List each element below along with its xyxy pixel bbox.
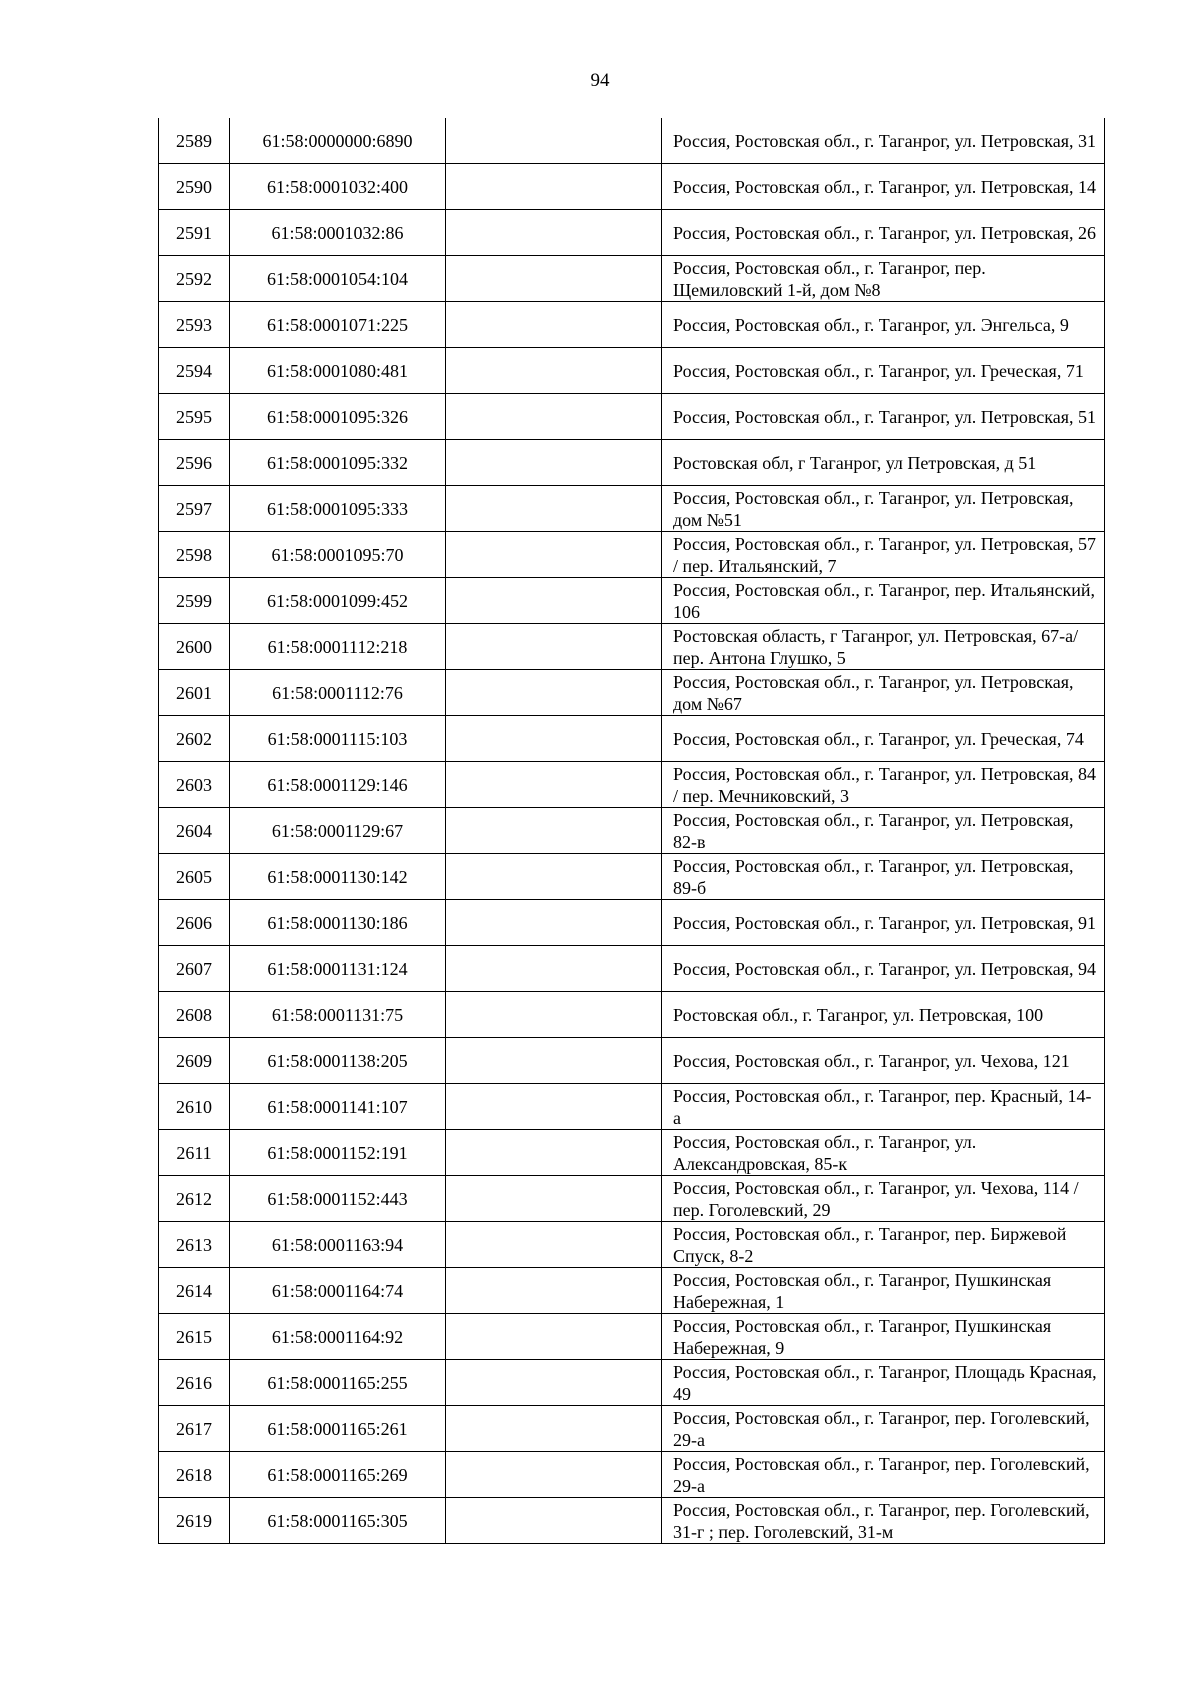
empty-cell xyxy=(446,946,662,992)
address: Россия, Ростовская обл., г. Таганрог, ул. Петровская, 57 / пер. Итальянский, 7 xyxy=(662,532,1105,578)
empty-cell xyxy=(446,486,662,532)
cadastral-number: 61:58:0001152:443 xyxy=(230,1176,446,1222)
cadastral-number: 61:58:0001112:218 xyxy=(230,624,446,670)
cadastral-number: 61:58:0001164:74 xyxy=(230,1268,446,1314)
table-row xyxy=(159,302,1105,348)
address: Россия, Ростовская обл., г. Таганрог, пер. Гоголевский, 29-а xyxy=(662,1452,1105,1498)
empty-cell xyxy=(446,1268,662,1314)
table-row xyxy=(159,624,1105,670)
address: Россия, Ростовская обл., г. Таганрог, ул. Петровская, 31 xyxy=(662,118,1105,164)
address: Россия, Ростовская обл., г. Таганрог, пер. Итальянский, 106 xyxy=(662,578,1105,624)
row-number: 2608 xyxy=(159,992,230,1038)
row-number: 2610 xyxy=(159,1084,230,1130)
address: Россия, Ростовская обл., г. Таганрог, Пушкинская Набережная, 9 xyxy=(662,1314,1105,1360)
row-number: 2599 xyxy=(159,578,230,624)
property-table xyxy=(158,118,1105,1544)
address: Россия, Ростовская обл., г. Таганрог, ул. Александровская, 85-к xyxy=(662,1130,1105,1176)
row-number: 2594 xyxy=(159,348,230,394)
address: Ростовская область, г Таганрог, ул. Петровская, 67-а/пер. Антона Глушко, 5 xyxy=(662,624,1105,670)
row-number: 2617 xyxy=(159,1406,230,1452)
cadastral-number: 61:58:0001141:107 xyxy=(230,1084,446,1130)
cadastral-number: 61:58:0001165:261 xyxy=(230,1406,446,1452)
row-number: 2589 xyxy=(159,118,230,164)
address: Россия, Ростовская обл., г. Таганрог, ул. Петровская, 82-в xyxy=(662,808,1105,854)
row-number: 2600 xyxy=(159,624,230,670)
table-row xyxy=(159,762,1105,808)
row-number: 2590 xyxy=(159,164,230,210)
table-row xyxy=(159,1360,1105,1406)
page-number: 94 xyxy=(590,70,610,91)
table-row xyxy=(159,440,1105,486)
table-row xyxy=(159,118,1105,164)
table-row xyxy=(159,1176,1105,1222)
table-row xyxy=(159,1038,1105,1084)
address: Ростовская обл., г. Таганрог, ул. Петровская, 100 xyxy=(662,992,1105,1038)
cadastral-number: 61:58:0001131:75 xyxy=(230,992,446,1038)
address: Россия, Ростовская обл., г. Таганрог, ул. Петровская, 84 / пер. Мечниковский, 3 xyxy=(662,762,1105,808)
cadastral-number: 61:58:0001032:400 xyxy=(230,164,446,210)
address: Россия, Ростовская обл., г. Таганрог, ул. Петровская, дом №67 xyxy=(662,670,1105,716)
empty-cell xyxy=(446,1406,662,1452)
empty-cell xyxy=(446,348,662,394)
empty-cell xyxy=(446,532,662,578)
empty-cell xyxy=(446,1130,662,1176)
address: Россия, Ростовская обл., г. Таганрог, пер. Красный, 14-а xyxy=(662,1084,1105,1130)
row-number: 2604 xyxy=(159,808,230,854)
empty-cell xyxy=(446,1498,662,1544)
cadastral-number: 61:58:0001071:225 xyxy=(230,302,446,348)
table-row xyxy=(159,992,1105,1038)
table-row xyxy=(159,164,1105,210)
empty-cell xyxy=(446,716,662,762)
table-row xyxy=(159,1268,1105,1314)
empty-cell xyxy=(446,394,662,440)
row-number: 2598 xyxy=(159,532,230,578)
address: Россия, Ростовская обл., г. Таганрог, ул. Греческая, 71 xyxy=(662,348,1105,394)
table-row xyxy=(159,256,1105,302)
cadastral-number: 61:58:0001095:333 xyxy=(230,486,446,532)
row-number: 2593 xyxy=(159,302,230,348)
cadastral-number: 61:58:0001130:186 xyxy=(230,900,446,946)
cadastral-number: 61:58:0001129:146 xyxy=(230,762,446,808)
row-number: 2616 xyxy=(159,1360,230,1406)
empty-cell xyxy=(446,670,662,716)
empty-cell xyxy=(446,900,662,946)
address: Россия, Ростовская обл., г. Таганрог, пер. Щемиловский 1-й, дом №8 xyxy=(662,256,1105,302)
row-number: 2602 xyxy=(159,716,230,762)
address: Россия, Ростовская обл., г. Таганрог, пер. Гоголевский, 29-а xyxy=(662,1406,1105,1452)
table-row xyxy=(159,486,1105,532)
cadastral-number: 61:58:0001130:142 xyxy=(230,854,446,900)
empty-cell xyxy=(446,992,662,1038)
cadastral-number: 61:58:0001165:269 xyxy=(230,1452,446,1498)
address: Россия, Ростовская обл., г. Таганрог, ул. Петровская, дом №51 xyxy=(662,486,1105,532)
address: Россия, Ростовская обл., г. Таганрог, ул. Греческая, 74 xyxy=(662,716,1105,762)
address: Россия, Ростовская обл., г. Таганрог, Пушкинская Набережная, 1 xyxy=(662,1268,1105,1314)
address: Россия, Ростовская обл., г. Таганрог, ул. Петровская, 14 xyxy=(662,164,1105,210)
empty-cell xyxy=(446,762,662,808)
cadastral-number: 61:58:0001131:124 xyxy=(230,946,446,992)
empty-cell xyxy=(446,578,662,624)
address: Россия, Ростовская обл., г. Таганрог, ул. Энгельса, 9 xyxy=(662,302,1105,348)
address: Россия, Ростовская обл., г. Таганрог, ул. Чехова, 121 xyxy=(662,1038,1105,1084)
table-row xyxy=(159,578,1105,624)
empty-cell xyxy=(446,302,662,348)
empty-cell xyxy=(446,1314,662,1360)
table-row xyxy=(159,946,1105,992)
empty-cell xyxy=(446,1038,662,1084)
table-row xyxy=(159,808,1105,854)
table-row xyxy=(159,1314,1105,1360)
row-number: 2597 xyxy=(159,486,230,532)
empty-cell xyxy=(446,164,662,210)
cadastral-number: 61:58:0001138:205 xyxy=(230,1038,446,1084)
table-row xyxy=(159,210,1105,256)
empty-cell xyxy=(446,118,662,164)
row-number: 2606 xyxy=(159,900,230,946)
empty-cell xyxy=(446,808,662,854)
empty-cell xyxy=(446,1452,662,1498)
row-number: 2619 xyxy=(159,1498,230,1544)
cadastral-number: 61:58:0001152:191 xyxy=(230,1130,446,1176)
table-row xyxy=(159,1498,1105,1544)
empty-cell xyxy=(446,1084,662,1130)
table-row xyxy=(159,670,1105,716)
table-row xyxy=(159,900,1105,946)
row-number: 2615 xyxy=(159,1314,230,1360)
table-row xyxy=(159,1406,1105,1452)
row-number: 2611 xyxy=(159,1130,230,1176)
row-number: 2601 xyxy=(159,670,230,716)
cadastral-number: 61:58:0001112:76 xyxy=(230,670,446,716)
table-row xyxy=(159,348,1105,394)
address: Россия, Ростовская обл., г. Таганрог, ул. Чехова, 114 / пер. Гоголевский, 29 xyxy=(662,1176,1105,1222)
row-number: 2613 xyxy=(159,1222,230,1268)
row-number: 2595 xyxy=(159,394,230,440)
cadastral-number: 61:58:0001095:326 xyxy=(230,394,446,440)
table-row xyxy=(159,1084,1105,1130)
cadastral-number: 61:58:0001163:94 xyxy=(230,1222,446,1268)
row-number: 2614 xyxy=(159,1268,230,1314)
row-number: 2618 xyxy=(159,1452,230,1498)
row-number: 2605 xyxy=(159,854,230,900)
cadastral-number: 61:58:0001165:305 xyxy=(230,1498,446,1544)
empty-cell xyxy=(446,1360,662,1406)
cadastral-number: 61:58:0001080:481 xyxy=(230,348,446,394)
table-row xyxy=(159,1452,1105,1498)
table-row xyxy=(159,716,1105,762)
cadastral-number: 61:58:0001095:70 xyxy=(230,532,446,578)
table-row xyxy=(159,1222,1105,1268)
table-body xyxy=(159,118,1105,1544)
row-number: 2612 xyxy=(159,1176,230,1222)
address: Россия, Ростовская обл., г. Таганрог, ул. Петровская, 26 xyxy=(662,210,1105,256)
empty-cell xyxy=(446,210,662,256)
row-number: 2603 xyxy=(159,762,230,808)
empty-cell xyxy=(446,854,662,900)
address: Россия, Ростовская обл., г. Таганрог, ул. Петровская, 89-б xyxy=(662,854,1105,900)
cadastral-number: 61:58:0001054:104 xyxy=(230,256,446,302)
empty-cell xyxy=(446,1222,662,1268)
row-number: 2607 xyxy=(159,946,230,992)
cadastral-number: 61:58:0001164:92 xyxy=(230,1314,446,1360)
row-number: 2592 xyxy=(159,256,230,302)
table-row xyxy=(159,854,1105,900)
cadastral-number: 61:58:0001165:255 xyxy=(230,1360,446,1406)
cadastral-number: 61:58:0001032:86 xyxy=(230,210,446,256)
cadastral-number: 61:58:0000000:6890 xyxy=(230,118,446,164)
empty-cell xyxy=(446,1176,662,1222)
cadastral-number: 61:58:0001129:67 xyxy=(230,808,446,854)
address: Россия, Ростовская обл., г. Таганрог, ул. Петровская, 94 xyxy=(662,946,1105,992)
address: Россия, Ростовская обл., г. Таганрог, Площадь Красная, 49 xyxy=(662,1360,1105,1406)
row-number: 2591 xyxy=(159,210,230,256)
cadastral-number: 61:58:0001115:103 xyxy=(230,716,446,762)
row-number: 2596 xyxy=(159,440,230,486)
empty-cell xyxy=(446,256,662,302)
address: Россия, Ростовская обл., г. Таганрог, пер. Биржевой Спуск, 8-2 xyxy=(662,1222,1105,1268)
address: Ростовская обл, г Таганрог, ул Петровская, д 51 xyxy=(662,440,1105,486)
empty-cell xyxy=(446,624,662,670)
table-row xyxy=(159,394,1105,440)
row-number: 2609 xyxy=(159,1038,230,1084)
address: Россия, Ростовская обл., г. Таганрог, ул. Петровская, 91 xyxy=(662,900,1105,946)
table-row xyxy=(159,532,1105,578)
cadastral-number: 61:58:0001095:332 xyxy=(230,440,446,486)
address: Россия, Ростовская обл., г. Таганрог, ул. Петровская, 51 xyxy=(662,394,1105,440)
address: Россия, Ростовская обл., г. Таганрог, пер. Гоголевский, 31-г ; пер. Гоголевский, 31-м xyxy=(662,1498,1105,1544)
cadastral-number: 61:58:0001099:452 xyxy=(230,578,446,624)
empty-cell xyxy=(446,440,662,486)
table-row xyxy=(159,1130,1105,1176)
